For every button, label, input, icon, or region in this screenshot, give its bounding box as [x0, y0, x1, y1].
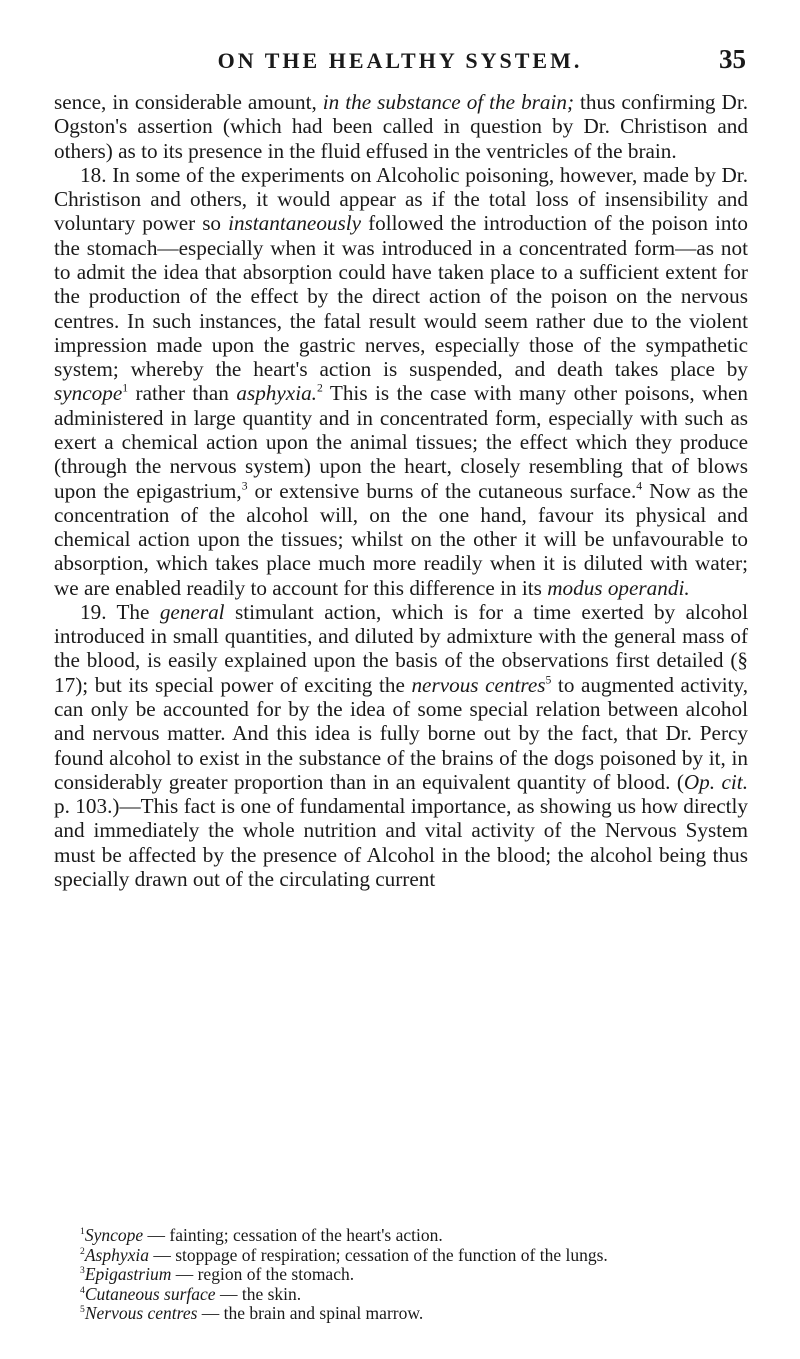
footnote-ref-4: 4 [636, 478, 643, 492]
footnote: $^2$Asphyxia — stoppage of respiration; cessation of the function of the lungs. [80, 1244, 608, 1265]
page-header [0, 40, 800, 80]
running-head: ON THE HEALTHY SYSTEM. [217, 48, 583, 73]
paragraph-continuation: sence, in considerable amount, in the substance of the brain; thus confirming Dr. Ogston's assertion (which had been called in question by Dr. Christison and others) as to its presence in the fluid effused in the ventricles of the brain. [54, 90, 749, 163]
footnote-ref-2: 2 [316, 381, 323, 395]
paragraph-18: 18. In some of the experiments on Alcoholic poisoning, however, made by Dr. Christison and others, it would appear as if the total loss of insensibility and voluntary power so instantaneously followed the introduction of the poison into the stomach—especially when it was introduced in a concentrated form—as not to admit the idea that absorption could have taken place to a sufficient extent for the production of the effect by the direct action of the poison on the nervous centres. In such instances, the fatal result would seem rather due to the violent impression made upon the gastric nerves, especially those of the sympathetic system; whereby the heart's action is suspended, and death takes place by syncope$^1$ rather than asphyxia.$^2$ This is the case with many other poisons, when administered in large quantity and in concentrated form, especially with such as exert a chemical action upon the animal tissues; the effect which they produce (through the nervous system) upon the heart, closely resembling that of blows upon the epigastrium,$^3$ or extensive burns of the cutaneous surface.$^4$ Now as the concentration of the alcohol will, on the one hand, favour its physical and chemical action upon the tissues; whilst on the other it will be unfavourable to absorption, which takes place much more readily when it is diluted with water; we are enabled readily to account for this difference in its modus operandi. [54, 162, 748, 600]
page-number: 35 [719, 44, 746, 74]
footnote: $^1$Syncope — fainting; cessation of the heart's action. [80, 1225, 443, 1245]
paragraph-19: 19. The general stimulant action, which is for a time exerted by alcohol introduced in small quantities, and diluted by admixture with the general mass of the blood, is easily explained upon the basis of the observations first detailed (§ 17); but its special power of exciting the nervous centres$^5$ to augmented activity, can only be accounted for by the idea of some special relation between alcohol and nervous matter. And this idea is fully borne out by the fact, that Dr. Percy found alcohol to exist in the substance of the brains of the dogs poisoned by it, in considerably greater proportion than in an equivalent quantity of blood. (Op. cit. p. 103.)—This fact is one of fundamental importance, as showing us how directly and immediately the whole nutrition and vital activity of the Nervous System must be affected by the presence of Alcohol in the blood; the alcohol being thus specially drawn out of the circulating current [54, 599, 748, 891]
footnote-ref-5: 5 [545, 673, 552, 687]
footnote: $^3$Epigastrium — region of the stomach. [80, 1264, 355, 1284]
footnote-ref-1: 1 [122, 381, 129, 395]
body-text [54, 90, 748, 891]
footnote: $^4$Cutaneous surface — the skin. [80, 1283, 302, 1304]
footnotes [54, 1226, 748, 1324]
footnote-ref-3: 3 [241, 478, 248, 492]
footnote: $^5$Nervous centres — the brain and spinal marrow. [80, 1303, 424, 1323]
